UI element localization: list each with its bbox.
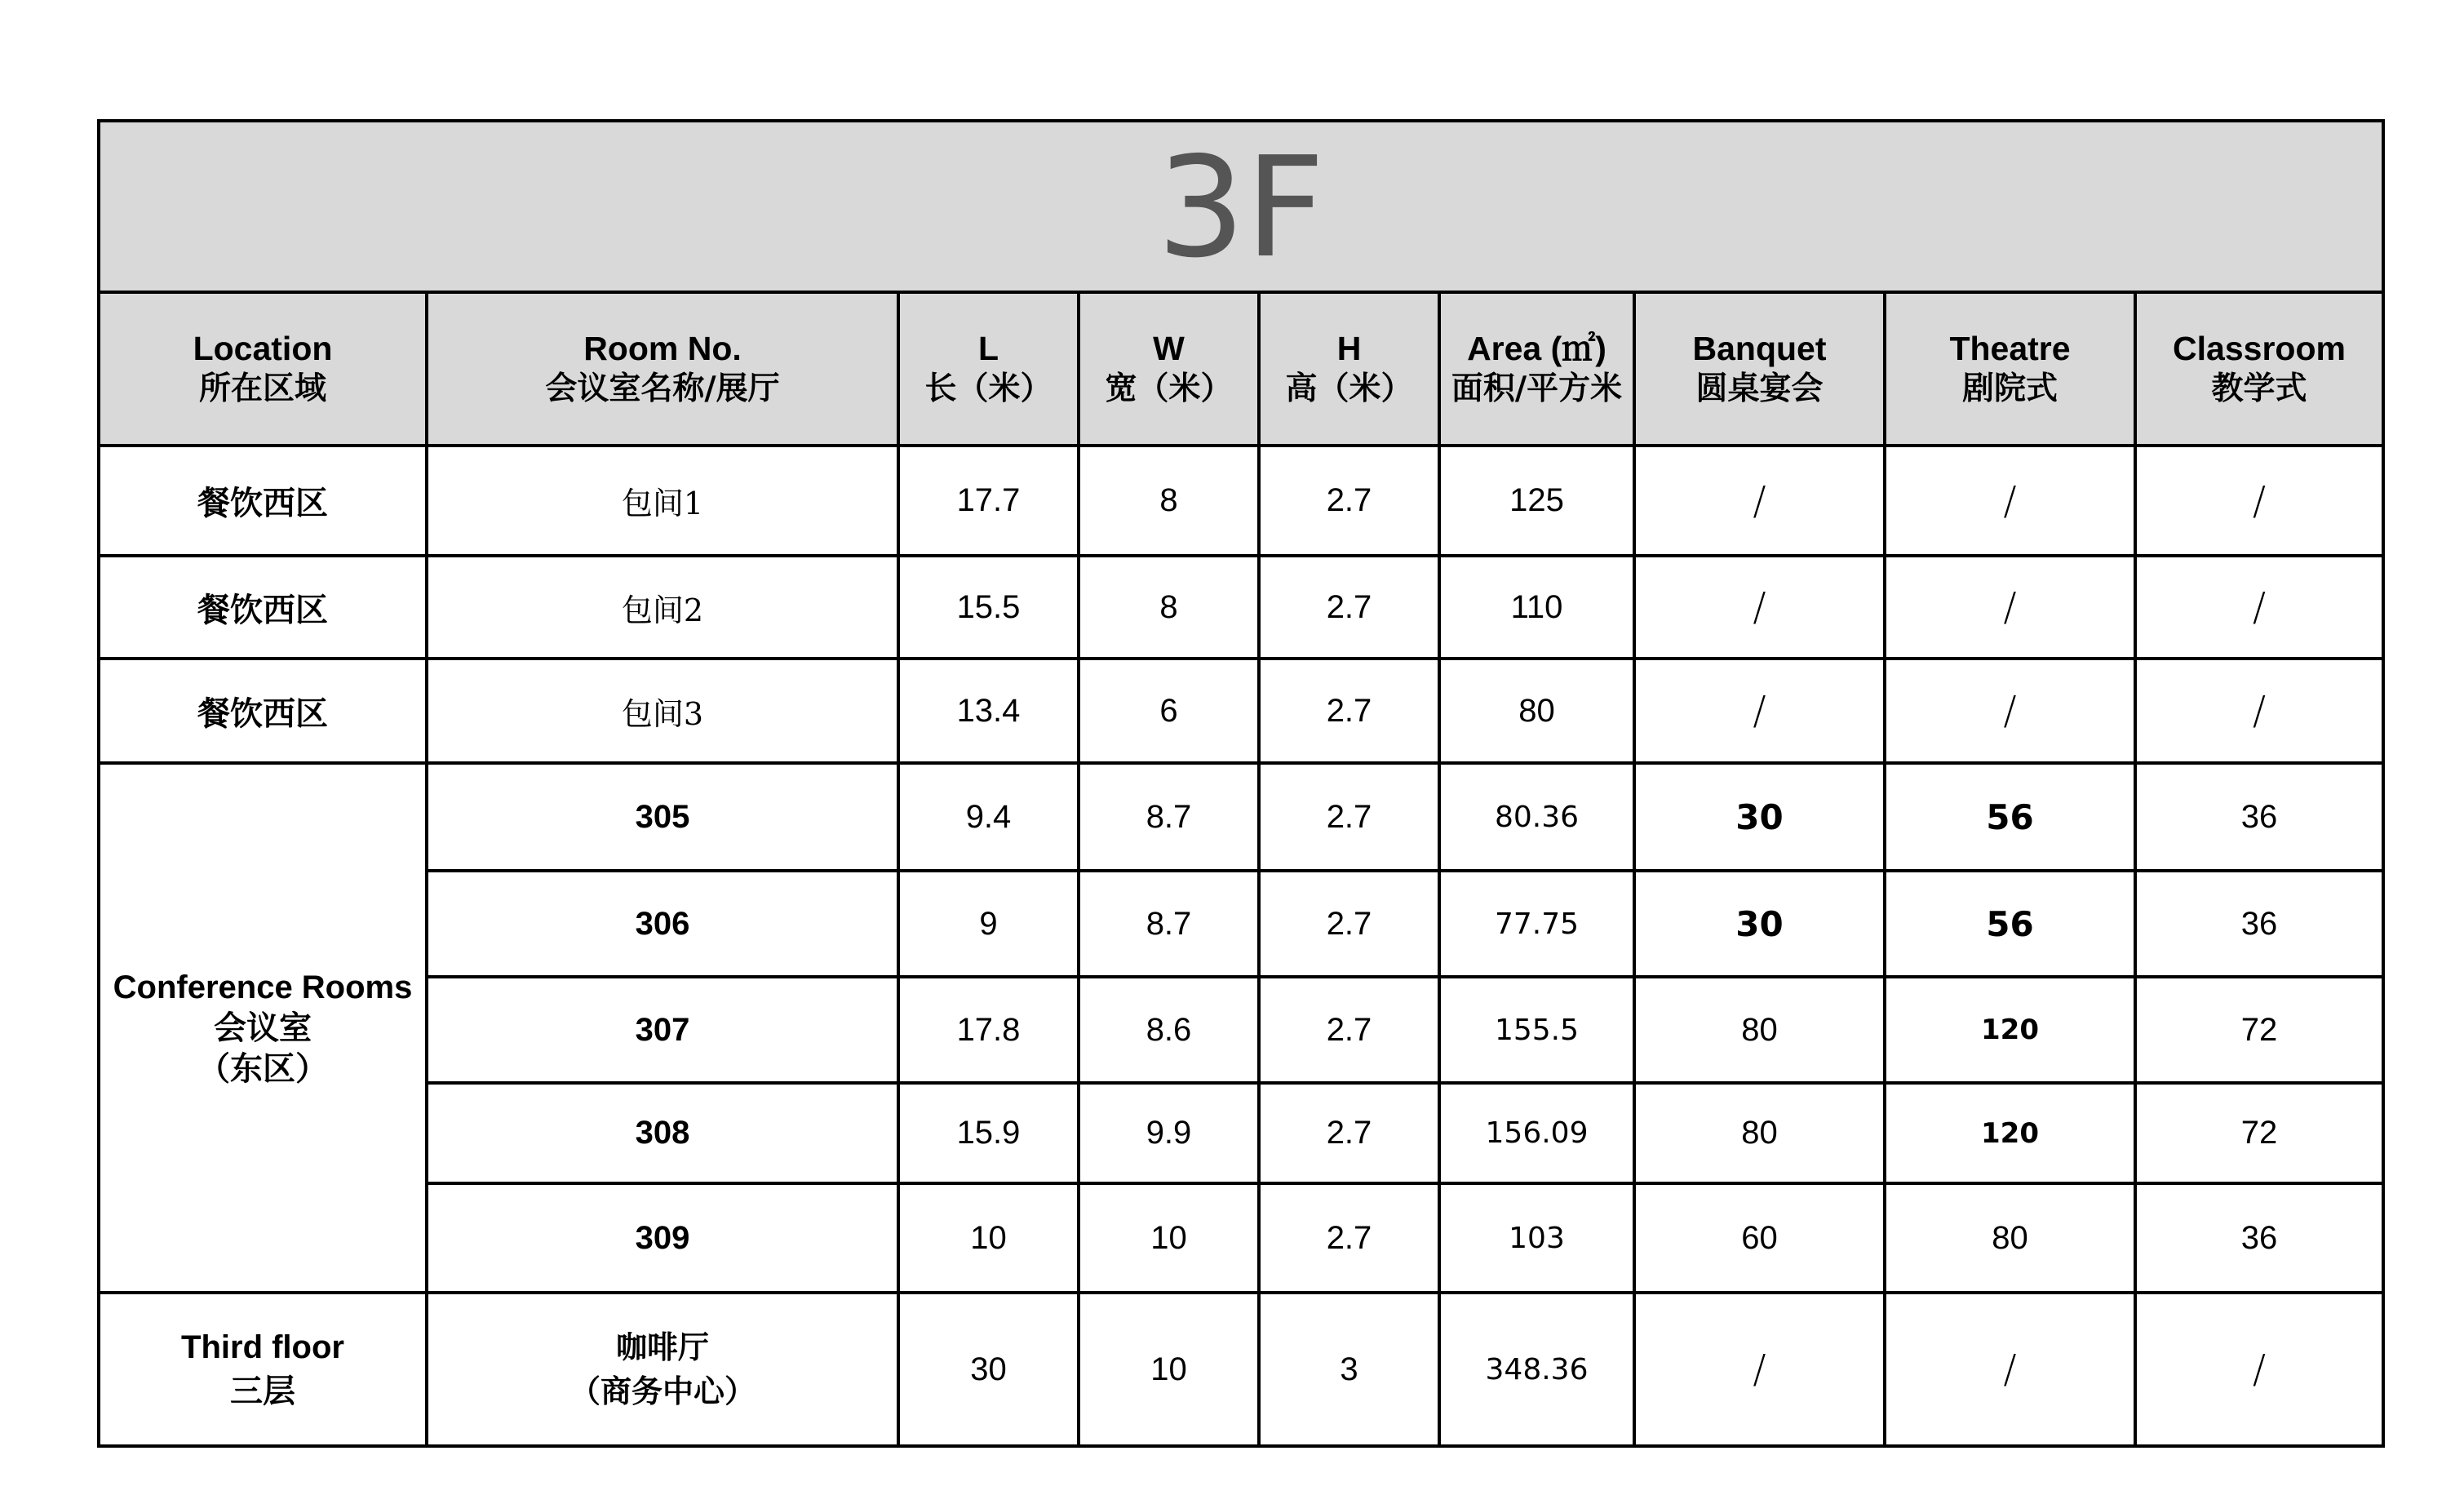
theatre-cell: / bbox=[1885, 1293, 2135, 1446]
table-row bbox=[99, 659, 2383, 763]
header-area bbox=[1439, 292, 1634, 446]
location-label-zh: 三层 bbox=[230, 1372, 295, 1410]
area-cell: 80 bbox=[1439, 659, 1634, 763]
room-cell bbox=[427, 1293, 898, 1446]
banquet-cell: 80 bbox=[1634, 1083, 1885, 1183]
width-cell: 8 bbox=[1079, 556, 1259, 659]
table-row bbox=[99, 446, 2383, 556]
area-cell: 103 bbox=[1439, 1183, 1634, 1293]
length-cell: 17.7 bbox=[898, 446, 1079, 556]
header-label-zh: 圆桌宴会 bbox=[1695, 370, 1824, 407]
table-row bbox=[99, 1293, 2383, 1446]
length-cell: 30 bbox=[898, 1293, 1079, 1446]
table-row bbox=[99, 556, 2383, 659]
header-label-en: H bbox=[1336, 330, 1362, 367]
height-cell: 2.7 bbox=[1259, 1183, 1439, 1293]
height-cell: 3 bbox=[1259, 1293, 1439, 1446]
header-label-en: Location bbox=[193, 330, 333, 367]
location-cell: 餐饮西区 bbox=[99, 556, 427, 659]
table-row bbox=[99, 871, 2383, 977]
header-label-zh: 教学式 bbox=[2211, 370, 2307, 407]
theatre-cell: 120 bbox=[1885, 1083, 2135, 1183]
location-cell-conference bbox=[99, 763, 427, 1293]
title-row bbox=[99, 121, 2383, 292]
height-cell: 2.7 bbox=[1259, 1083, 1439, 1183]
classroom-cell: / bbox=[2135, 556, 2383, 659]
header-theatre bbox=[1885, 292, 2135, 446]
classroom-cell: / bbox=[2135, 659, 2383, 763]
header-label-zh: 会议室名称/展厅 bbox=[545, 370, 780, 407]
title-cell bbox=[99, 121, 2383, 292]
room-label-zh: 咖啡厅 bbox=[615, 1329, 709, 1365]
location-cell: 餐饮西区 bbox=[99, 446, 427, 556]
length-cell: 17.8 bbox=[898, 977, 1079, 1083]
theatre-cell: 120 bbox=[1885, 977, 2135, 1083]
area-cell: 80.36 bbox=[1439, 763, 1634, 871]
width-cell: 9.9 bbox=[1079, 1083, 1259, 1183]
theatre-cell: / bbox=[1885, 556, 2135, 659]
location-cell-third-floor bbox=[99, 1293, 427, 1446]
classroom-cell: 36 bbox=[2135, 763, 2383, 871]
width-cell: 8.7 bbox=[1079, 763, 1259, 871]
width-cell: 6 bbox=[1079, 659, 1259, 763]
length-cell: 15.9 bbox=[898, 1083, 1079, 1183]
header-row bbox=[99, 292, 2383, 446]
banquet-cell: 60 bbox=[1634, 1183, 1885, 1293]
classroom-cell: / bbox=[2135, 446, 2383, 556]
length-cell: 15.5 bbox=[898, 556, 1079, 659]
banquet-cell: / bbox=[1634, 659, 1885, 763]
location-label-zh-sub: （东区） bbox=[197, 1049, 328, 1088]
height-cell: 2.7 bbox=[1259, 763, 1439, 871]
height-cell: 2.7 bbox=[1259, 446, 1439, 556]
location-label-zh: 会议室 bbox=[214, 1008, 312, 1047]
table-row bbox=[99, 763, 2383, 871]
room-label-zh-sub: （商务中心） bbox=[569, 1373, 756, 1409]
room-cell: 305 bbox=[427, 763, 898, 871]
room-cell: 307 bbox=[427, 977, 898, 1083]
area-cell: 77.75 bbox=[1439, 871, 1634, 977]
room-cell: 包间1 bbox=[427, 446, 898, 556]
banquet-cell: / bbox=[1634, 1293, 1885, 1446]
classroom-cell: 72 bbox=[2135, 977, 2383, 1083]
area-cell: 156.09 bbox=[1439, 1083, 1634, 1183]
header-length bbox=[898, 292, 1079, 446]
banquet-cell: / bbox=[1634, 446, 1885, 556]
header-label-en: Classroom bbox=[2173, 330, 2346, 367]
area-cell: 348.36 bbox=[1439, 1293, 1634, 1446]
room-cell: 308 bbox=[427, 1083, 898, 1183]
area-cell: 155.5 bbox=[1439, 977, 1634, 1083]
banquet-cell: 30 bbox=[1634, 871, 1885, 977]
width-cell: 8.7 bbox=[1079, 871, 1259, 977]
banquet-cell: 80 bbox=[1634, 977, 1885, 1083]
theatre-cell: 56 bbox=[1885, 763, 2135, 871]
location-label-en: Third floor bbox=[181, 1329, 344, 1365]
height-cell: 2.7 bbox=[1259, 659, 1439, 763]
theatre-cell: / bbox=[1885, 446, 2135, 556]
header-label-zh: 高（米） bbox=[1285, 370, 1413, 407]
header-classroom bbox=[2135, 292, 2383, 446]
width-cell: 8 bbox=[1079, 446, 1259, 556]
length-cell: 13.4 bbox=[898, 659, 1079, 763]
header-width bbox=[1079, 292, 1259, 446]
location-label-en: Conference Rooms bbox=[113, 969, 413, 1005]
room-cell: 包间3 bbox=[427, 659, 898, 763]
banquet-cell: / bbox=[1634, 556, 1885, 659]
room-cell: 306 bbox=[427, 871, 898, 977]
banquet-cell: 30 bbox=[1634, 763, 1885, 871]
theatre-cell: 56 bbox=[1885, 871, 2135, 977]
height-cell: 2.7 bbox=[1259, 871, 1439, 977]
header-location bbox=[99, 292, 427, 446]
header-label-en: W bbox=[1153, 330, 1185, 367]
location-cell: 餐饮西区 bbox=[99, 659, 427, 763]
classroom-cell: 36 bbox=[2135, 871, 2383, 977]
width-cell: 10 bbox=[1079, 1293, 1259, 1446]
theatre-cell: / bbox=[1885, 659, 2135, 763]
header-banquet bbox=[1634, 292, 1885, 446]
header-label-zh: 面积/平方米 bbox=[1451, 370, 1623, 407]
area-cell: 125 bbox=[1439, 446, 1634, 556]
table-row bbox=[99, 977, 2383, 1083]
width-cell: 8.6 bbox=[1079, 977, 1259, 1083]
page-title: 3F bbox=[1157, 127, 1325, 289]
width-cell: 10 bbox=[1079, 1183, 1259, 1293]
header-label-zh: 宽（米） bbox=[1105, 370, 1233, 407]
header-label-en: Theatre bbox=[1949, 330, 2071, 367]
room-cell: 包间2 bbox=[427, 556, 898, 659]
header-room-no bbox=[427, 292, 898, 446]
classroom-cell: 72 bbox=[2135, 1083, 2383, 1183]
table-row bbox=[99, 1083, 2383, 1183]
height-cell: 2.7 bbox=[1259, 977, 1439, 1083]
header-label-zh: 剧院式 bbox=[1961, 370, 2058, 407]
room-capacity-table bbox=[97, 119, 2385, 1448]
classroom-cell: 36 bbox=[2135, 1183, 2383, 1293]
header-height bbox=[1259, 292, 1439, 446]
header-label-en: Banquet bbox=[1692, 330, 1827, 367]
header-label-zh: 所在区域 bbox=[198, 370, 326, 407]
table-row bbox=[99, 1183, 2383, 1293]
classroom-cell: / bbox=[2135, 1293, 2383, 1446]
length-cell: 10 bbox=[898, 1183, 1079, 1293]
length-cell: 9 bbox=[898, 871, 1079, 977]
theatre-cell: 80 bbox=[1885, 1183, 2135, 1293]
header-label-en: Room No. bbox=[583, 330, 742, 367]
area-cell: 110 bbox=[1439, 556, 1634, 659]
header-label-en: Area (㎡) bbox=[1467, 330, 1606, 367]
header-label-en: L bbox=[977, 330, 999, 367]
height-cell: 2.7 bbox=[1259, 556, 1439, 659]
room-cell: 309 bbox=[427, 1183, 898, 1293]
length-cell: 9.4 bbox=[898, 763, 1079, 871]
header-label-zh: 长（米） bbox=[924, 370, 1053, 407]
